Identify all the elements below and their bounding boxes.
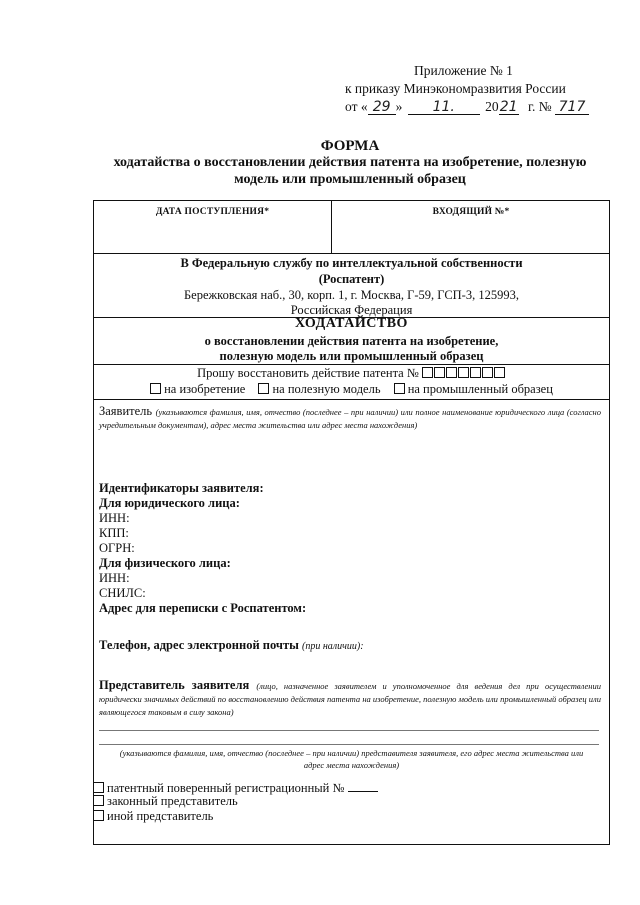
addressee-country: Российская Федерация (290, 303, 413, 317)
phone-email-hint: (при наличии): (302, 641, 364, 652)
form-subtitle-line2: модель или промышленный образец (234, 172, 466, 187)
patent-number-digit-box[interactable] (494, 367, 505, 378)
petition-subtitle-line1: о восстановлении действия патента на изобретение, (204, 334, 499, 348)
form-title: ФОРМА (320, 138, 380, 154)
identifiers-title: Идентификаторы заявителя: (99, 481, 264, 495)
incoming-number-label: ВХОДЯЩИЙ №* (432, 207, 510, 217)
petition-title: ХОДАТАЙСТВО (295, 316, 408, 331)
patent-number-digit-box[interactable] (458, 367, 469, 378)
patent-number-boxes[interactable] (422, 366, 506, 380)
legal-entity-title: Для юридического лица: (99, 496, 240, 510)
applicant-hint: (указываются фамилия, имя, отчество (последнее – при наличии) или полное наименование юридического лица (согласно учредительным документам), адрес места жительства или адрес места нахождения) (99, 407, 601, 430)
addressee-line2: (Роспатент) (318, 272, 385, 286)
representative-entry-line[interactable] (99, 744, 599, 745)
representative-hint: (лицо, назначенное заявителем и уполномоченное для ведения дел при осуществлении юридически значимых действий по восстановлению действия патента на изобретение, полезную модель или промышленный образец или являющегося таковым в силу закона) (99, 681, 601, 717)
invention-checkbox[interactable] (150, 383, 161, 394)
order-number: 717 (555, 100, 589, 115)
patent-number-digit-box[interactable] (446, 367, 457, 378)
utility-model-option-label: на полезную модель (272, 382, 381, 396)
year-mark: г. № (527, 99, 552, 114)
patent-number-digit-box[interactable] (422, 367, 433, 378)
applicant-section (99, 405, 601, 431)
from-label: от « (345, 99, 368, 114)
patent-number-digit-box[interactable] (482, 367, 493, 378)
applicant-label: Заявитель (99, 404, 153, 418)
ogrn-label: ОГРН: (99, 541, 135, 555)
order-reference: к приказу Минэкономразвития России (345, 81, 566, 96)
legal-representative-label: законный представитель (107, 794, 238, 808)
industrial-design-checkbox[interactable] (394, 383, 405, 394)
form-subtitle-line1: ходатайства о восстановлении действия патента на изобретение, полезную (113, 155, 587, 170)
legal-inn-label: ИНН: (99, 511, 130, 525)
patent-type-options (94, 381, 609, 397)
order-day: 29 (368, 100, 396, 115)
close-quote: » (395, 99, 403, 114)
correspondence-address-label: Адрес для переписки с Роспатентом: (99, 601, 307, 615)
individual-title: Для физического лица: (99, 556, 231, 570)
receipt-date-label: ДАТА ПОСТУПЛЕНИЯ* (155, 207, 270, 217)
divider (94, 399, 609, 400)
representative-label: Представитель заявителя (99, 678, 250, 692)
addressee-line1: В Федеральную службу по интеллектуальной собственности (180, 256, 523, 270)
snils-label: СНИЛС: (99, 586, 146, 600)
individual-inn-label: ИНН: (99, 571, 130, 585)
patent-number-digit-box[interactable] (470, 367, 481, 378)
appendix-number: Приложение № 1 (414, 63, 513, 78)
restore-request-text: Прошу восстановить действие патента № (197, 366, 419, 380)
order-year: 21 (499, 99, 518, 115)
patent-attorney-checkbox[interactable] (93, 782, 104, 793)
patent-number-digit-box[interactable] (434, 367, 445, 378)
other-representative-label: иной представитель (107, 809, 214, 823)
addressee-address: Бережковская наб., 30, корп. 1, г. Москва, Г-59, ГСП-3, 125993, (184, 288, 519, 302)
other-representative-checkbox[interactable] (93, 810, 104, 821)
attorney-registration-number-field[interactable] (348, 779, 378, 792)
restore-request (94, 365, 609, 381)
divider (94, 253, 609, 254)
kpp-label: КПП: (99, 526, 129, 540)
petition-form (93, 200, 610, 845)
contact-line (99, 638, 364, 653)
utility-model-checkbox[interactable] (258, 383, 269, 394)
industrial-design-option-label: на промышленный образец (407, 382, 553, 396)
patent-attorney-label: патентный поверенный регистрационный № (107, 781, 345, 795)
invention-option-label: на изобретение (164, 382, 246, 396)
representative-sub-hint: (указываются фамилия, имя, отчество (последнее – при наличии) представителя заявителя, его адрес места жительства или адрес места нахождения) (119, 748, 584, 770)
order-month: 11. (408, 100, 480, 115)
phone-email-label: Телефон, адрес электронной почты (99, 638, 299, 652)
other-representative-option (93, 809, 213, 824)
order-date-line (345, 98, 589, 115)
year-prefix: 20 (485, 99, 499, 114)
petition-subtitle-line2: полезную модель или промышленный образец (219, 349, 484, 363)
representative-section (99, 679, 601, 718)
legal-representative-checkbox[interactable] (93, 795, 104, 806)
legal-representative-option (93, 794, 238, 809)
representative-entry-line[interactable] (99, 730, 599, 731)
